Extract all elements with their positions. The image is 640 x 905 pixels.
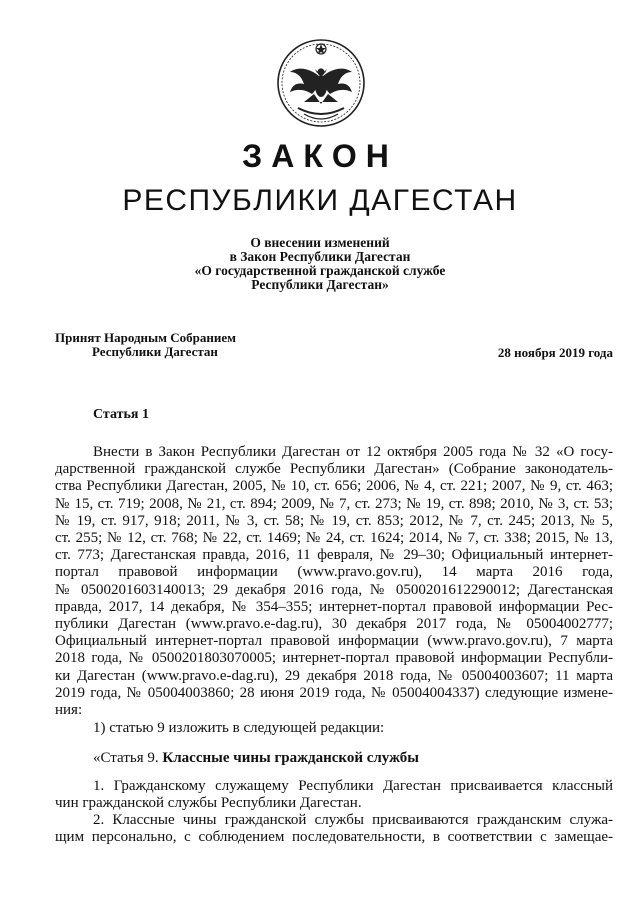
body-line: 2018 года, № 0500201803070005; интернет-портал правовой информации Республи- <box>55 650 613 667</box>
body-line: портал правовой информации (www.pravo.gov.ru), 14 марта 2016 года, <box>55 564 613 581</box>
body-line: ки Дагестан (www.pravo.e-dag.ru), 29 декабря 2018 года, № 05004003607; 11 марта <box>55 667 613 684</box>
paragraph-line: щим персонально, с соблюдением последовательности, в соответствии с замещае- <box>55 829 613 846</box>
adoption-date: 28 ноября 2019 года <box>497 345 613 360</box>
body-line: правда, 2017, 14 декабря, № 354–355; интернет-портал правовой информации Рес- <box>55 598 613 615</box>
body-line: 2019 года, № 05004003860; 28 июня 2019 года, № 05004004337) следующие измене- <box>55 684 613 701</box>
law-title: ЗАКОН <box>242 138 398 174</box>
body-line: публики Дагестан (www.pravo.e-dag.ru), 30 декабря 2017 года, № 05004002777; <box>55 616 613 633</box>
paragraph-2 <box>55 812 613 846</box>
article-heading: Статья 1 <box>93 407 149 422</box>
law-subtitle: РЕСПУБЛИКИ ДАГЕСТАН <box>122 184 518 217</box>
body-line: ст. 773; Дагестанская правда, 2016, 11 февраля, № 29–30; Официальный интернет- <box>55 547 613 564</box>
amendment-item: 1) статью 9 изложить в следующей редакции: <box>93 720 385 736</box>
article-9-heading <box>93 750 419 767</box>
paragraph-line: чин гражданской службы Республики Дагестан. <box>55 795 362 812</box>
paragraph-1 <box>55 778 613 812</box>
body-line: ства Республики Дагестан, 2005, № 10, ст. 656; 2006, № 4, ст. 221; 2007, № 9, ст. 463; <box>55 478 613 495</box>
body-line: № 15, ст. 719; 2008, № 21, ст. 894; 2009, № 7, ст. 273; № 19, ст. 898; 2010, № 3, ст. 53; <box>55 495 613 512</box>
body-line: ния: <box>55 702 83 719</box>
coat-of-arms-emblem <box>276 38 366 128</box>
body-line: дарственной гражданской службе Республики Дагестан» (Собрание законодатель- <box>55 461 613 478</box>
adoption-line: Республики Дагестан <box>92 344 218 359</box>
adoption-block <box>55 331 236 359</box>
article-body <box>55 444 613 719</box>
adoption-line: Принят Народным Собранием <box>55 330 237 345</box>
paragraph-line: 1. Гражданскому служащему Республики Дагестан присваивается классный <box>93 778 613 794</box>
body-line: № 19, ст. 917, 918; 2011, № 3, ст. 58; № 19, ст. 853; 2012, № 7, ст. 245; 2013, № 5, <box>55 512 613 529</box>
law-subject <box>0 236 640 292</box>
body-line: ст. 255; № 12, ст. 768; № 22, ст. 1469; № 24, ст. 1624; 2014, № 7, ст. 338; 2015, № 13, <box>55 530 613 547</box>
subject-line: в Закон Республики Дагестан <box>229 249 411 264</box>
article-9-prefix: «Статья 9. <box>93 750 159 766</box>
subject-line: О внесении изменений <box>250 235 390 250</box>
subject-line: Республики Дагестан» <box>251 277 389 292</box>
paragraph-line: 2. Классные чины гражданской службы присваиваются гражданским служа- <box>93 812 613 828</box>
body-line: № 0500201603140013; 29 декабря 2016 года, № 0500201612290012; Дагестанская <box>55 581 613 598</box>
article-9-title: Классные чины гражданской службы <box>162 750 419 766</box>
body-line: Внести в Закон Республики Дагестан от 12 октября 2005 года № 32 «О госу- <box>93 444 613 460</box>
body-line: Официальный интернет-портал правовой информации (www.pravo.gov.ru), 7 марта <box>55 633 613 650</box>
subject-line: «О государственной гражданской службе <box>194 263 446 278</box>
